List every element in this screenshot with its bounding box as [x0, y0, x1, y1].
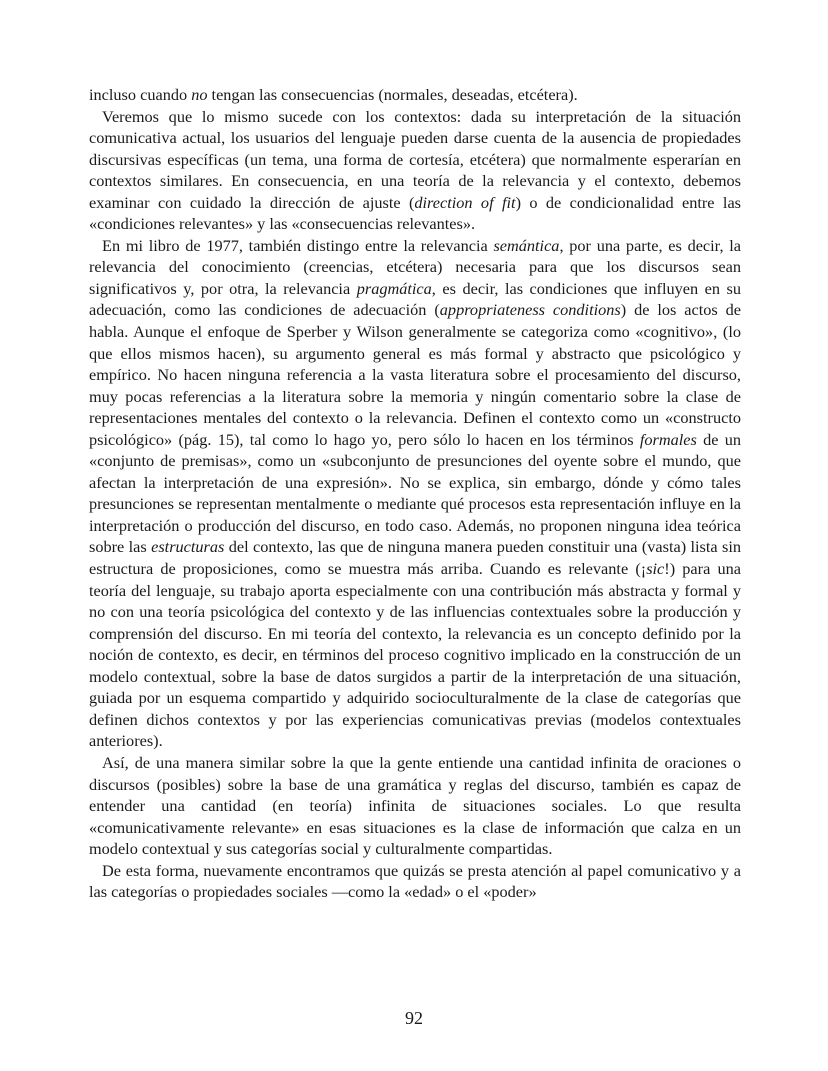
text-run: De esta forma, nuevamente encontramos que quizás se presta atención al papel comunicativo y a las categorías o propiedades sociales —como la «edad» o el «poder»	[89, 860, 741, 902]
text-run: tengan las consecuencias (normales, deseadas, etcétera).	[207, 85, 578, 104]
text-run: de un «conjunto de premisas», como un «subconjunto de presunciones del oyente sobre el mundo, que afectan la interpretación de una expresión». No se explica, sin embargo, dónde y cómo tales presunciones se representan mentalmente o mediante qué procesos esta representación influye en la interpretación o producción del discurso, en todo caso. Además, no proponen ninguna idea teórica sobre las	[89, 429, 741, 557]
italic-run: appropriateness conditions	[439, 300, 621, 320]
text-run: ) o de condicionalidad entre las «condiciones relevantes» y las «consecuencias relevantes».	[89, 192, 742, 234]
page-body	[89, 84, 741, 903]
paragraph	[89, 860, 741, 903]
italic-run: sic	[646, 559, 665, 579]
italic-run: direction of fit	[414, 192, 516, 212]
paragraph	[89, 752, 741, 860]
italic-run: semántica	[493, 235, 560, 255]
text-run: ) de los actos de habla. Aunque el enfoque de Sperber y Wilson generalmente se categoriza como «cognitivo», (lo que ellos mismos hacen), su argumento general es más formal y abstracto que psicológico y empírico. No hacen ninguna referencia a la vasta literatura sobre el procesamiento del discurso, muy pocas referencias a la literatura sobre la memoria y ningún comentario sobre la clase de representaciones mentales del contexto o la relevancia. Definen el contexto como un «constructo psicológico» (pág. 15), tal como lo hago yo, pero sólo lo hacen en los términos	[89, 300, 741, 449]
paragraph	[89, 84, 741, 106]
paragraph	[89, 235, 741, 752]
text-run: incluso cuando	[89, 85, 192, 104]
paragraph	[89, 106, 741, 235]
italic-run: pragmática	[356, 278, 432, 298]
text-run: !) para una teoría del lenguaje, su trabajo aporta especialmente con una contribución más abstracta y formal y no con una teoría psicológica del contexto y de las influencias contextuales sobre la producción y comprensión del discurso. En mi teoría del contexto, la relevancia es un concepto definido por la noción de contexto, es decir, en términos del proceso cognitivo implicado en la construcción de un modelo contextual, sobre la base de datos surgidos a partir de la interpretación de una situación, guiada por un esquema compartido y adquirido socioculturalmente de la clase de categorías que definen dichos contextos y por las experiencias comunicativas previas (modelos contextuales anteriores).	[89, 559, 741, 751]
italic-run: formales	[639, 429, 697, 449]
text-run: Así, de una manera similar sobre la que la gente entiende una cantidad infinita de oraciones o discursos (posibles) sobre la base de una gramática y reglas del discurso, también es capaz de entender una cantidad (en teoría) infinita de situaciones sociales. Lo que resulta «comunicativamente relevante» en esas situaciones es la clase de información que calza en un modelo contextual y sus categorías social y culturalmente compartidas.	[89, 752, 741, 859]
italic-run: no	[191, 85, 208, 104]
text-run: , es decir, las condiciones que influyen en su adecuación, como las condiciones de adecuación (	[89, 278, 741, 320]
page-number: 92	[405, 1008, 423, 1028]
text-run: En mi libro de 1977, también distingo entre la relevancia	[102, 235, 494, 255]
italic-run: estructuras	[151, 537, 225, 557]
text-run: , por una parte, es decir, la relevancia del conocimiento (creencias, etcétera) necesaria para que los discursos sean significativos y, por otra, la relevancia	[89, 235, 742, 298]
text-run: del contexto, las que de ninguna manera pueden constituir una (vasta) lista sin estructura de proposiciones, como se muestra más arriba. Cuando es relevante (¡	[89, 537, 741, 579]
text-run: Veremos que lo mismo sucede con los contextos: dada su interpretación de la situación comunicativa actual, los usuarios del lenguaje pueden darse cuenta de la ausencia de propiedades discursivas específicas (un tema, una forma de cortesía, etcétera) que normalmente esperarían en contextos similares. En consecuencia, en una teoría de la relevancia y el contexto, debemos examinar con cuidado la dirección de ajuste (	[89, 106, 741, 212]
